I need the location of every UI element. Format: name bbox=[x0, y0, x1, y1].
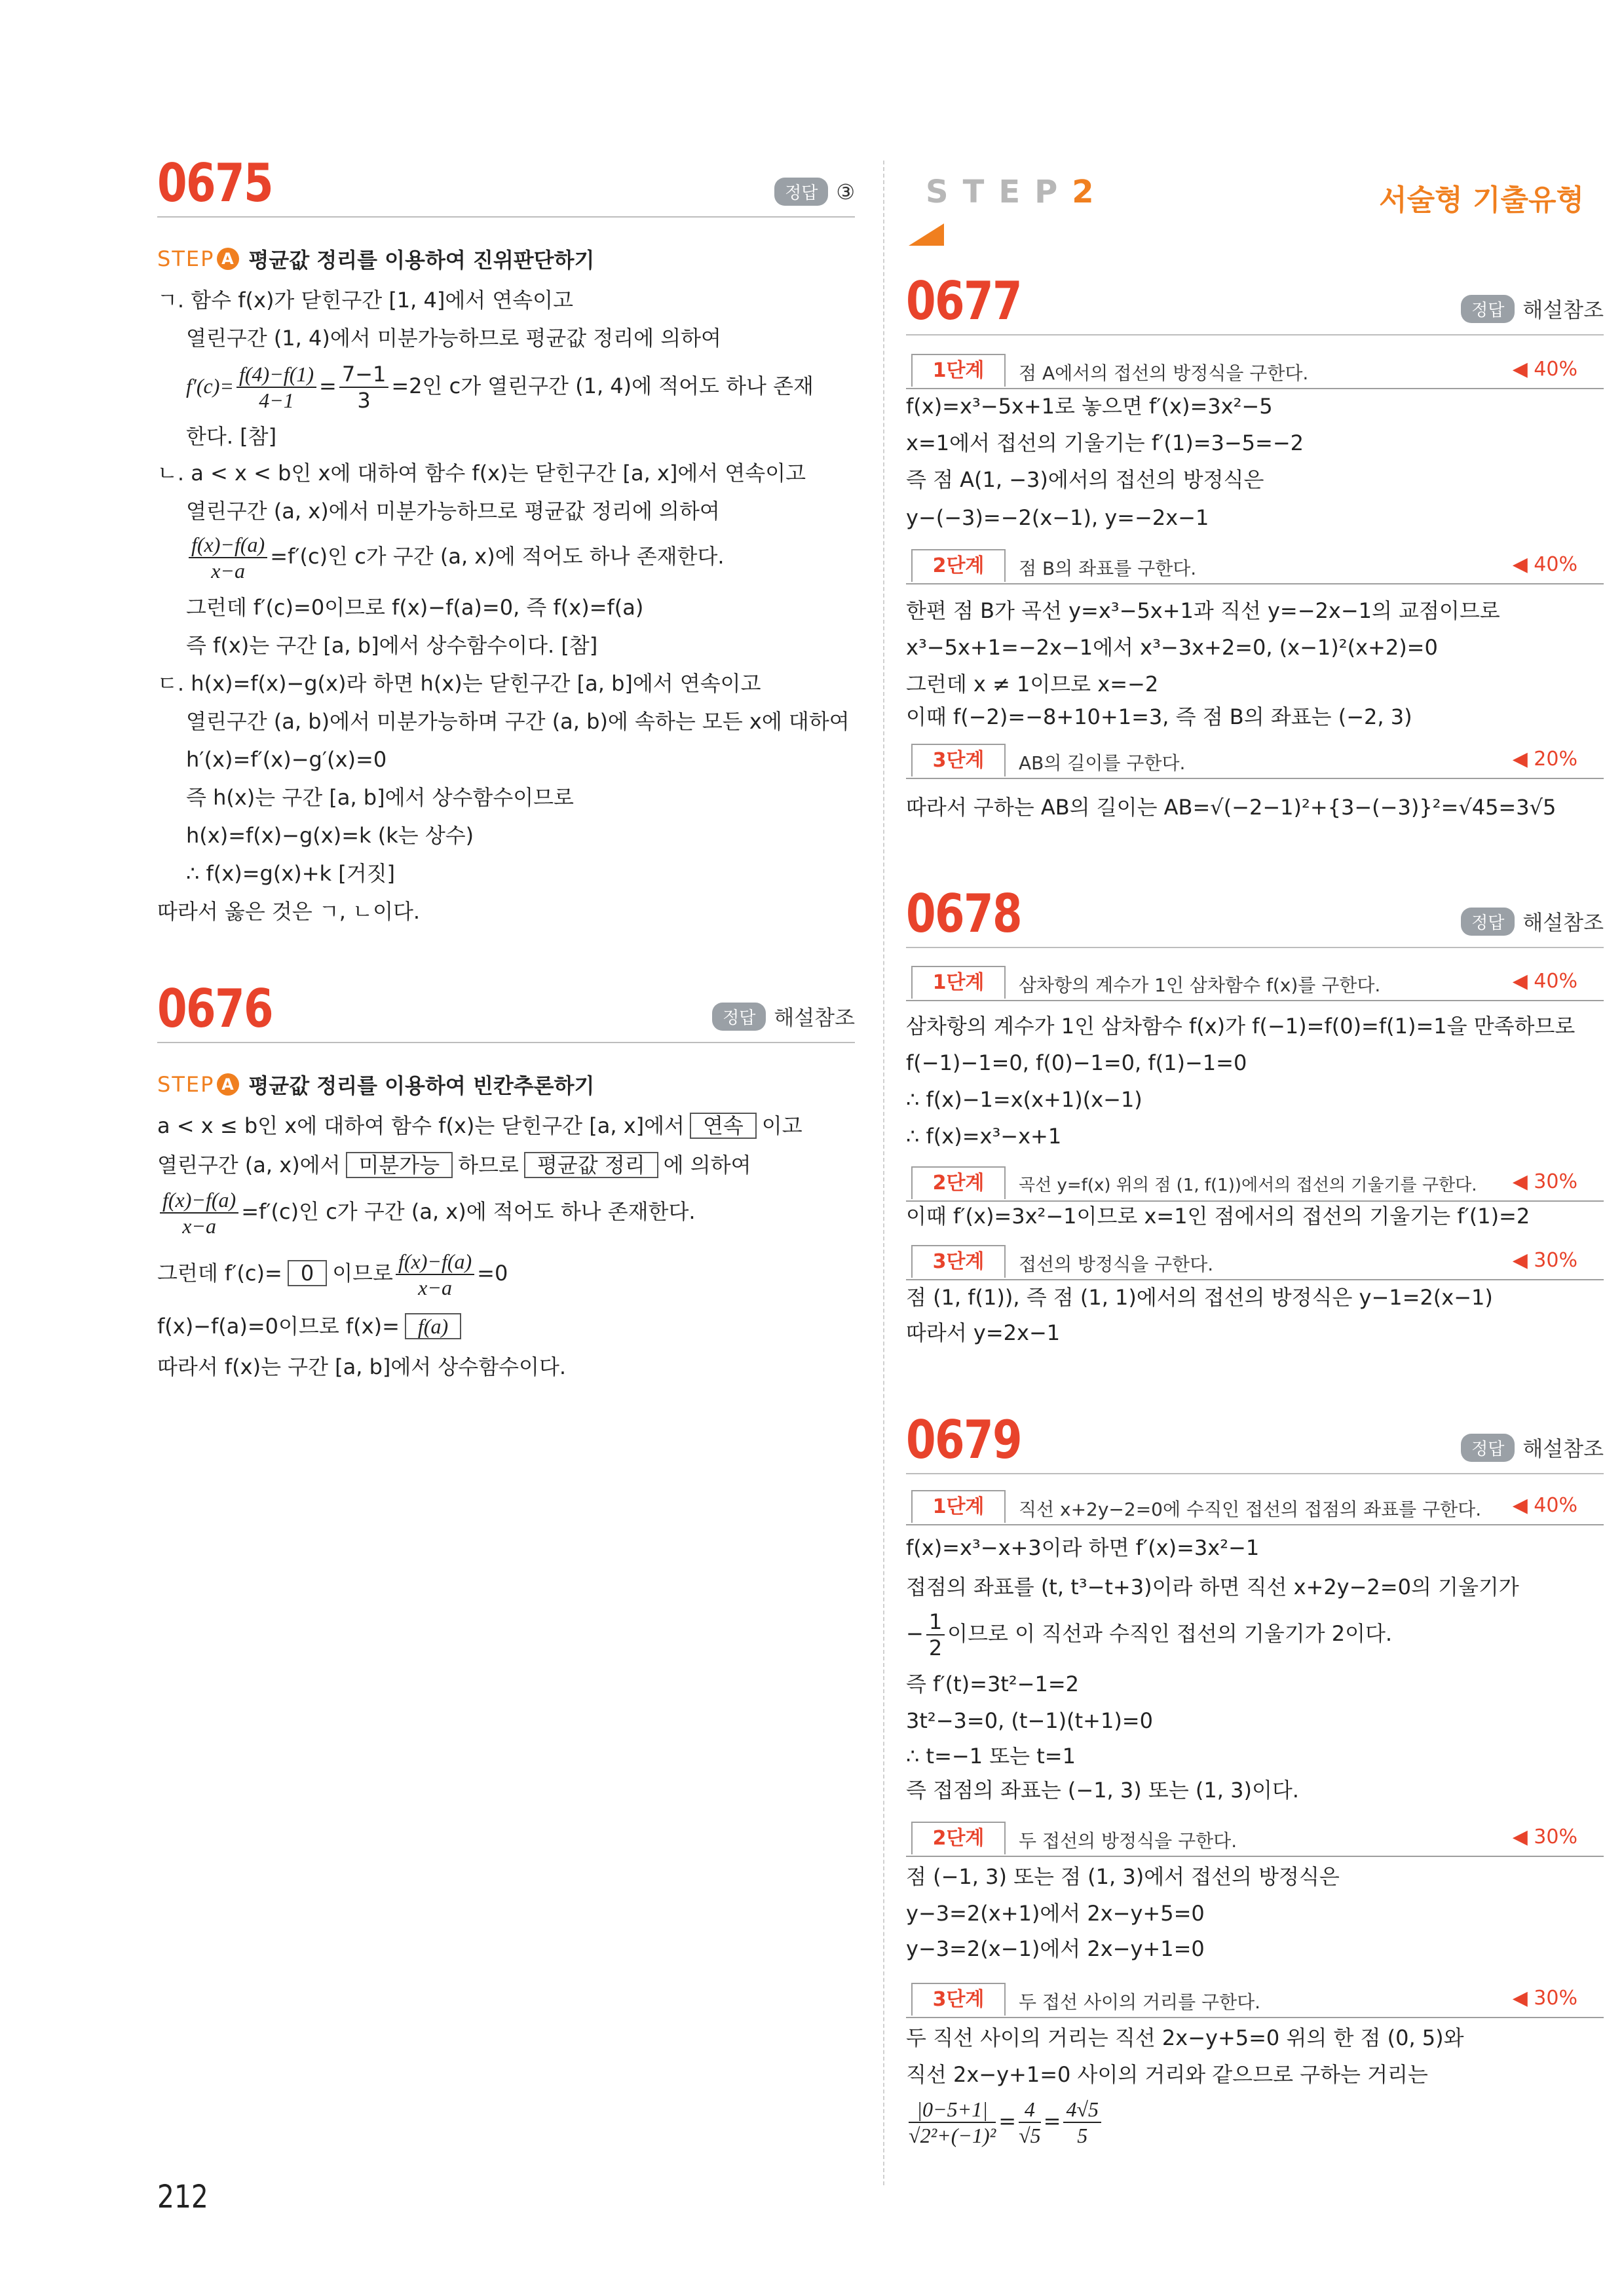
answer-value: 해설참조 bbox=[1522, 910, 1604, 935]
stage-tab: 1단계 bbox=[911, 354, 1006, 387]
answer-value: 해설참조 bbox=[1522, 297, 1604, 322]
text-line: 따라서 y=2x−1 bbox=[906, 1320, 1061, 1345]
stage-description: 접선의 방정식을 구한다. bbox=[1019, 1253, 1214, 1275]
text-line: h′(x)=f′(x)−g′(x)=0 bbox=[186, 747, 387, 772]
numerator: f(x)−f(a) bbox=[396, 1249, 474, 1275]
stage-bar bbox=[906, 1822, 1604, 1857]
answer-badge: 정답 bbox=[1461, 908, 1515, 936]
stage-percent: ◀ 40% bbox=[1512, 358, 1577, 381]
text-line: ∴ f(x)−1=x(x+1)(x−1) bbox=[906, 1087, 1142, 1112]
text-line: y−3=2(x−1)에서 2x−y+1=0 bbox=[906, 1936, 1205, 1961]
stage-percent: ◀ 40% bbox=[1512, 970, 1577, 993]
problem-header-0679 bbox=[906, 1409, 1604, 1474]
answer-badge: 정답 bbox=[1461, 295, 1515, 323]
answer bbox=[1461, 1432, 1604, 1463]
equals: = bbox=[998, 2109, 1017, 2133]
answer-box: 평균값 정리 bbox=[524, 1152, 658, 1178]
text-line: ㄱ. 함수 f(x)가 닫힌구간 [1, 4]에서 연속이고 bbox=[157, 288, 574, 313]
answer-box: 미분가능 bbox=[346, 1152, 453, 1178]
stage-percent: ◀ 40% bbox=[1512, 553, 1577, 576]
equation-line bbox=[186, 532, 725, 583]
numerator: 4 bbox=[1019, 2097, 1041, 2123]
stage-bar bbox=[906, 1490, 1604, 1525]
fraction bbox=[1019, 2097, 1041, 2148]
numerator: 7−1 bbox=[339, 362, 389, 388]
stage-tab: 1단계 bbox=[911, 1490, 1006, 1523]
stage-percent: ◀ 30% bbox=[1512, 1249, 1577, 1272]
stage-bar bbox=[906, 1166, 1604, 1202]
equation-line bbox=[157, 1249, 508, 1300]
text-line: 열린구간 (a, x)에서 미분가능하므로 평균값 정리에 의하여 bbox=[186, 499, 720, 524]
step-label bbox=[157, 244, 594, 274]
text-line: ∴ f(x)=g(x)+k [거짓] bbox=[186, 861, 396, 886]
fraction bbox=[339, 362, 389, 413]
text-line: ∴ f(x)=x³−x+1 bbox=[906, 1124, 1062, 1149]
text-line: 열린구간 (a, b)에서 미분가능하며 구간 (a, b)에 속하는 모든 x에 대하여 bbox=[186, 709, 850, 734]
stage-bar bbox=[906, 1245, 1604, 1280]
corner-triangle-icon bbox=[909, 223, 944, 246]
text-line: 삼차항의 계수가 1인 삼차함수 f(x)가 f(−1)=f(0)=f(1)=1을 만족하므로 bbox=[906, 1014, 1576, 1039]
problem-header-0676 bbox=[157, 978, 855, 1043]
step-text: STEP bbox=[157, 246, 215, 271]
text-part: 이므로 bbox=[332, 1261, 393, 1286]
fraction bbox=[236, 362, 316, 413]
text-line: ㄴ. a < x < b인 x에 대하여 함수 f(x)는 닫힌구간 [a, x]에서 연속이고 bbox=[157, 461, 806, 486]
text-part: 하므로 bbox=[458, 1153, 519, 1177]
stage-bar bbox=[906, 549, 1604, 584]
text-line: f(−1)−1=0, f(0)−1=0, f(1)−1=0 bbox=[906, 1050, 1247, 1075]
text-line: ㄷ. h(x)=f(x)−g(x)라 하면 h(x)는 닫힌구간 [a, b]에서 연속이고 bbox=[157, 671, 761, 696]
denominator: √2²+(−1)² bbox=[909, 2124, 996, 2147]
step2-word bbox=[926, 174, 1108, 210]
fraction bbox=[160, 1187, 238, 1238]
stage-description: 점 B의 좌표를 구한다. bbox=[1019, 558, 1197, 579]
stage-description: AB의 길이를 구한다. bbox=[1019, 752, 1186, 774]
step-letter-icon: A bbox=[217, 248, 239, 270]
stage-bar bbox=[906, 1983, 1604, 2018]
text-line bbox=[157, 1111, 803, 1140]
text-line: 열린구간 (1, 4)에서 미분가능하므로 평균값 정리에 의하여 bbox=[186, 326, 721, 351]
answer bbox=[1461, 906, 1604, 936]
stage-bar bbox=[906, 966, 1604, 1001]
stage-percent: ◀ 30% bbox=[1512, 1170, 1577, 1193]
equation-line bbox=[157, 1187, 696, 1238]
problem-number: 0675 bbox=[157, 153, 273, 214]
stage-description: 두 접선 사이의 거리를 구한다. bbox=[1019, 1991, 1261, 2013]
problem-header-0677 bbox=[906, 271, 1604, 335]
text-part: 이므로 이 직선과 수직인 접선의 기울기가 2이다. bbox=[947, 1621, 1393, 1646]
denominator: 3 bbox=[357, 388, 371, 413]
answer-badge: 정답 bbox=[1461, 1434, 1515, 1462]
numerator: f(4)−f(1) bbox=[236, 362, 316, 388]
step-label bbox=[157, 1069, 594, 1100]
denominator: x−a bbox=[418, 1276, 452, 1299]
stage-percent: ◀ 40% bbox=[1512, 1494, 1577, 1517]
stage-tab: 3단계 bbox=[911, 744, 1006, 776]
equation-part: =2인 c가 열린구간 (1, 4)에 적어도 하나 존재 bbox=[391, 373, 814, 398]
problem-number: 0678 bbox=[906, 883, 1022, 944]
stage-percent: ◀ 20% bbox=[1512, 748, 1577, 771]
answer-box: 0 bbox=[288, 1260, 327, 1286]
stage-tab: 3단계 bbox=[911, 1983, 1006, 2016]
text-part: 그런데 f′(c)= bbox=[157, 1261, 282, 1286]
text-line: f(x)=x³−x+3이라 하면 f′(x)=3x²−1 bbox=[906, 1535, 1260, 1560]
text-line: y−3=2(x+1)에서 2x−y+5=0 bbox=[906, 1901, 1205, 1926]
page-number: 212 bbox=[157, 2179, 208, 2215]
numerator: 4√5 bbox=[1063, 2097, 1101, 2123]
stage-bar bbox=[906, 354, 1604, 389]
answer-box: f(a) bbox=[405, 1313, 461, 1339]
answer-value: 해설참조 bbox=[1522, 1436, 1604, 1461]
step-word bbox=[157, 246, 239, 271]
step-letter-icon: A bbox=[217, 1073, 239, 1096]
problem-number: 0679 bbox=[906, 1409, 1022, 1470]
text-line: 즉 접점의 좌표는 (−1, 3) 또는 (1, 3)이다. bbox=[906, 1778, 1299, 1803]
text-line: 그런데 x ≠ 1이므로 x=−2 bbox=[906, 672, 1159, 697]
fraction bbox=[926, 1609, 945, 1660]
step-word bbox=[157, 1072, 239, 1097]
equation-line bbox=[186, 362, 814, 413]
stage-description: 두 접선의 방정식을 구한다. bbox=[1019, 1830, 1237, 1852]
text-line: y−(−3)=−2(x−1), y=−2x−1 bbox=[906, 505, 1209, 530]
fraction bbox=[396, 1249, 474, 1300]
numerator: f(x)−f(a) bbox=[189, 532, 267, 558]
numerator: f(x)−f(a) bbox=[160, 1187, 238, 1214]
text-line: 그런데 f′(c)=0이므로 f(x)−f(a)=0, 즉 f(x)=f(a) bbox=[186, 595, 644, 620]
answer-badge: 정답 bbox=[774, 178, 828, 206]
stage-tab: 2단계 bbox=[911, 1822, 1006, 1854]
equation-part: =0 bbox=[477, 1261, 508, 1286]
text-line: 이때 f(−2)=−8+10+1=3, 즉 점 B의 좌표는 (−2, 3) bbox=[906, 704, 1412, 729]
text-line: 점 (1, f(1)), 즉 점 (1, 1)에서의 접선의 방정식은 y−1=2(x−1) bbox=[906, 1285, 1493, 1310]
stage-tab: 2단계 bbox=[911, 1166, 1006, 1199]
text-line: f(x)=x³−5x+1로 놓으면 f′(x)=3x²−5 bbox=[906, 394, 1273, 419]
numerator: |0−5+1| bbox=[909, 2097, 996, 2123]
text-line: 즉 점 A(1, −3)에서의 접선의 방정식은 bbox=[906, 467, 1264, 492]
denominator: 5 bbox=[1077, 2124, 1088, 2147]
denominator: x−a bbox=[211, 559, 245, 583]
text-line: h(x)=f(x)−g(x)=k (k는 상수) bbox=[186, 823, 474, 848]
text-line bbox=[157, 1312, 466, 1341]
text-line: 한편 점 B가 곡선 y=x³−5x+1과 직선 y=−2x−1의 교점이므로 bbox=[906, 598, 1500, 623]
step2-text: STEP bbox=[926, 174, 1072, 210]
stage-description: 삼차항의 계수가 1인 삼차함수 f(x)를 구한다. bbox=[1019, 974, 1381, 996]
text-line: 즉 f′(t)=3t²−1=2 bbox=[906, 1672, 1080, 1696]
text-part: a < x ≤ b인 x에 대하여 함수 f(x)는 닫힌구간 [a, x]에서 bbox=[157, 1113, 685, 1138]
denominator: x−a bbox=[182, 1214, 216, 1238]
text-line: x=1에서 접선의 기울기는 f′(1)=3−5=−2 bbox=[906, 430, 1304, 455]
equation-line bbox=[906, 1609, 1392, 1660]
text-line: 두 직선 사이의 거리는 직선 2x−y+5=0 위의 한 점 (0, 5)와 bbox=[906, 2025, 1464, 2050]
fraction bbox=[909, 2097, 996, 2148]
stage-bar bbox=[906, 744, 1604, 779]
answer-value: 해설참조 bbox=[774, 1005, 855, 1030]
stage-percent: ◀ 30% bbox=[1512, 1987, 1577, 2010]
minus-sign: − bbox=[906, 1621, 924, 1646]
text-line: 직선 2x−y+1=0 사이의 거리와 같으므로 구하는 거리는 bbox=[906, 2062, 1428, 2087]
text-part: 열린구간 (a, x)에서 bbox=[157, 1153, 341, 1177]
conclusion-line: 따라서 옳은 것은 ㄱ, ㄴ이다. bbox=[157, 899, 421, 924]
equation-part: =f′(c)인 c가 구간 (a, x)에 적어도 하나 존재한다. bbox=[241, 1199, 696, 1224]
text-line: x³−5x+1=−2x−1에서 x³−3x+2=0, (x−1)²(x+2)=0 bbox=[906, 635, 1438, 660]
step-title: 평균값 정리를 이용하여 빈칸추론하기 bbox=[248, 1073, 595, 1098]
text-line: 3t²−3=0, (t−1)(t+1)=0 bbox=[906, 1708, 1153, 1733]
text-line: ∴ t=−1 또는 t=1 bbox=[906, 1744, 1076, 1769]
equation-line bbox=[906, 2097, 1104, 2148]
answer bbox=[1461, 294, 1604, 324]
denominator: 4−1 bbox=[259, 389, 294, 412]
equals: = bbox=[1043, 2109, 1061, 2133]
text-line bbox=[157, 1151, 751, 1179]
text-line: 점 (−1, 3) 또는 점 (1, 3)에서 접선의 방정식은 bbox=[906, 1864, 1340, 1889]
step2-header bbox=[906, 167, 1604, 220]
denominator: 2 bbox=[928, 1636, 943, 1660]
denominator: √5 bbox=[1019, 2124, 1041, 2147]
problem-header-0678 bbox=[906, 883, 1604, 948]
problem-number: 0676 bbox=[157, 978, 273, 1039]
answer bbox=[774, 178, 855, 206]
section-title: 서술형 기출유형 bbox=[1379, 183, 1584, 217]
step-text: STEP bbox=[157, 1072, 215, 1097]
equation-part: =f′(c)인 c가 구간 (a, x)에 적어도 하나 존재한다. bbox=[270, 544, 725, 569]
text-line: 한다. [참] bbox=[186, 424, 277, 449]
equation-part: f′(c)= bbox=[186, 374, 234, 398]
text-line: 즉 h(x)는 구간 [a, b]에서 상수함수이므로 bbox=[186, 785, 574, 810]
step-title: 평균값 정리를 이용하여 진위판단하기 bbox=[248, 248, 595, 273]
answer bbox=[712, 1001, 855, 1031]
stage-percent: ◀ 30% bbox=[1512, 1826, 1577, 1848]
conclusion-line: 따라서 f(x)는 구간 [a, b]에서 상수함수이다. bbox=[157, 1354, 567, 1379]
answer-box: 연속 bbox=[690, 1113, 757, 1139]
equals: = bbox=[319, 373, 337, 398]
stage-tab: 2단계 bbox=[911, 549, 1006, 582]
text-line: 접점의 좌표를 (t, t³−t+3)이라 하면 직선 x+2y−2=0의 기울기가 bbox=[906, 1575, 1519, 1599]
fraction bbox=[1063, 2097, 1101, 2148]
text-part: 에 의하여 bbox=[663, 1153, 751, 1177]
answer-value: ③ bbox=[836, 179, 855, 204]
stage-tab: 1단계 bbox=[911, 966, 1006, 999]
text-line: 이때 f′(x)=3x²−1이므로 x=1인 점에서의 접선의 기울기는 f′(1)=2 bbox=[906, 1204, 1530, 1229]
fraction bbox=[189, 532, 267, 583]
text-part: 이고 bbox=[761, 1113, 803, 1138]
step2-number: 2 bbox=[1072, 174, 1108, 210]
stage-description: 점 A에서의 접선의 방정식을 구한다. bbox=[1019, 362, 1309, 384]
stage-description: 곡선 y=f(x) 위의 점 (1, f(1))에서의 접선의 기울기를 구한다. bbox=[1019, 1176, 1477, 1195]
problem-number: 0677 bbox=[906, 271, 1022, 332]
column-divider bbox=[883, 161, 884, 2185]
stage-description: 직선 x+2y−2=0에 수직인 접선의 접점의 좌표를 구한다. bbox=[1019, 1499, 1482, 1520]
text-part: f(x)−f(a)=0이므로 f(x)= bbox=[157, 1314, 400, 1339]
answer-badge: 정답 bbox=[712, 1003, 766, 1031]
text-line: 즉 f(x)는 구간 [a, b]에서 상수함수이다. [참] bbox=[186, 633, 598, 658]
numerator: 1 bbox=[926, 1609, 945, 1636]
text-line: 따라서 구하는 AB의 길이는 AB=√(−2−1)²+{3−(−3)}²=√45=3√5 bbox=[906, 795, 1557, 820]
stage-tab: 3단계 bbox=[911, 1245, 1006, 1278]
problem-header-0675 bbox=[157, 153, 855, 218]
